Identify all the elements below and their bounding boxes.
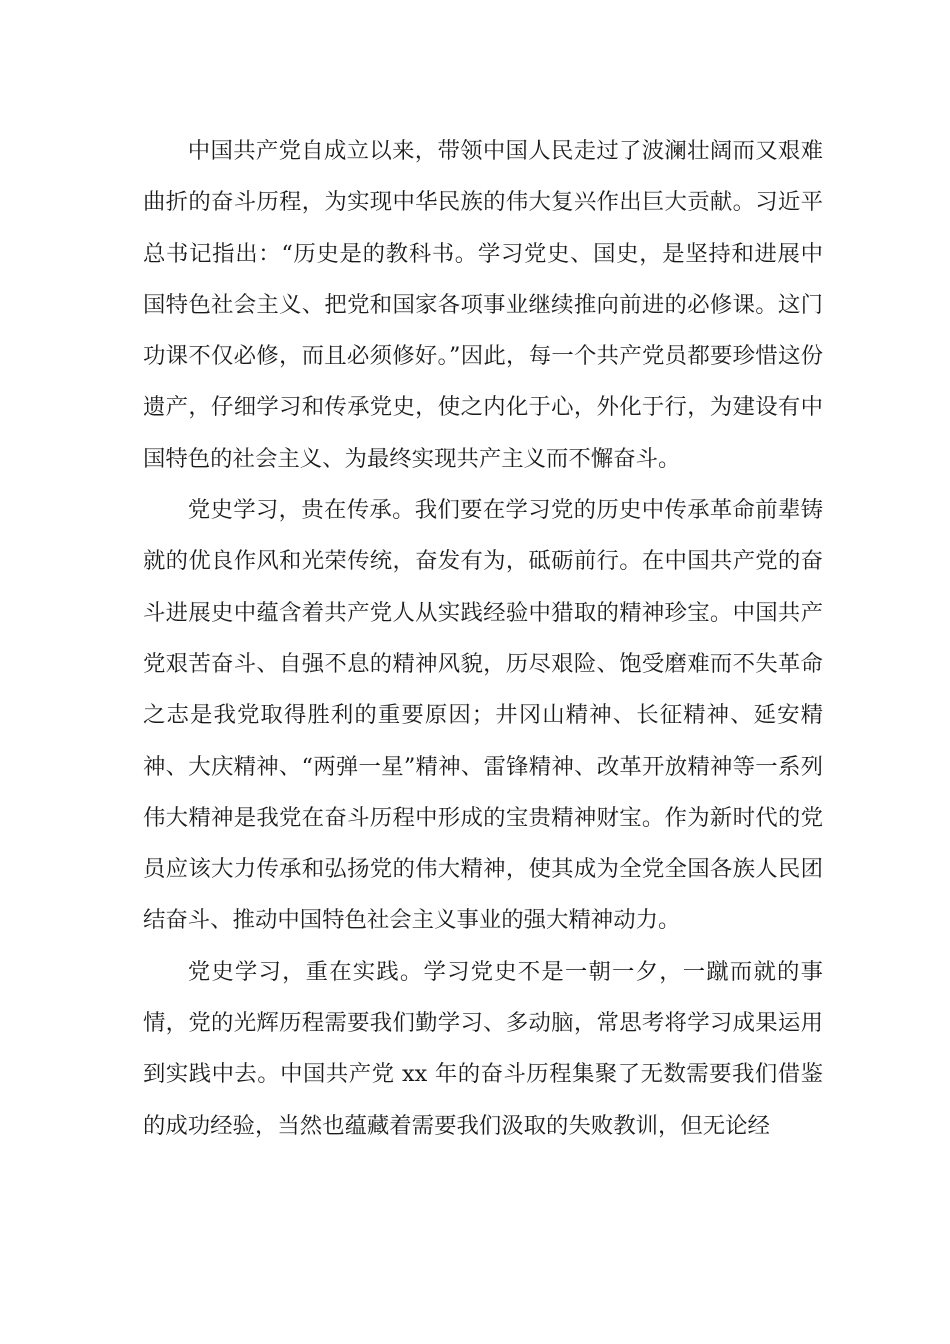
paragraph-1: 中国共产党自成立以来，带领中国人民走过了波澜壮阔而又艰难曲折的奋斗历程，为实现中华民族的伟大复兴作出巨大贡献。习近平总书记指出：“历史是的教科书。学习党史、国史，是坚持和进展中国特色社会主义、把党和国家各项事业继续推向前进的必修课。这门功课不仅必修，而且必须修好。”因此，每一个共产党员都要珍惜这份遗产，仔细学习和传承党史，使之内化于心，外化于行，为建设有中国特色的社会主义、为最终实现共产主义而不懈奋斗。 bbox=[143, 138, 823, 472]
document-body bbox=[143, 126, 823, 1152]
paragraph-3: 党史学习，重在实践。学习党史不是一朝一夕，一蹴而就的事情，党的光辉历程需要我们勤学习、多动脑，常思考将学习成果运用到实践中去。中国共产党 xx 年的奋斗历程集聚了无数需要我们借鉴的成功经验，当然也蕴藏着需要我们汲取的失败教训，但无论经 bbox=[143, 958, 823, 1139]
paragraph-2: 党史学习，贵在传承。我们要在学习党的历史中传承革命前辈铸就的优良作风和光荣传统，奋发有为，砥砺前行。在中国共产党的奋斗进展史中蕴含着共产党人从实践经验中猎取的精神珍宝。中国共产党艰苦奋斗、自强不息的精神风貌，历尽艰险、饱受磨难而不失革命之志是我党取得胜利的重要原因；井冈山精神、长征精神、延安精神、大庆精神、“两弹一星”精神、雷锋精神、改革开放精神等一系列伟大精神是我党在奋斗历程中形成的宝贵精神财宝。作为新时代的党员应该大力传承和弘扬党的伟大精神，使其成为全党全国各族人民团结奋斗、推动中国特色社会主义事业的强大精神动力。 bbox=[143, 497, 823, 934]
